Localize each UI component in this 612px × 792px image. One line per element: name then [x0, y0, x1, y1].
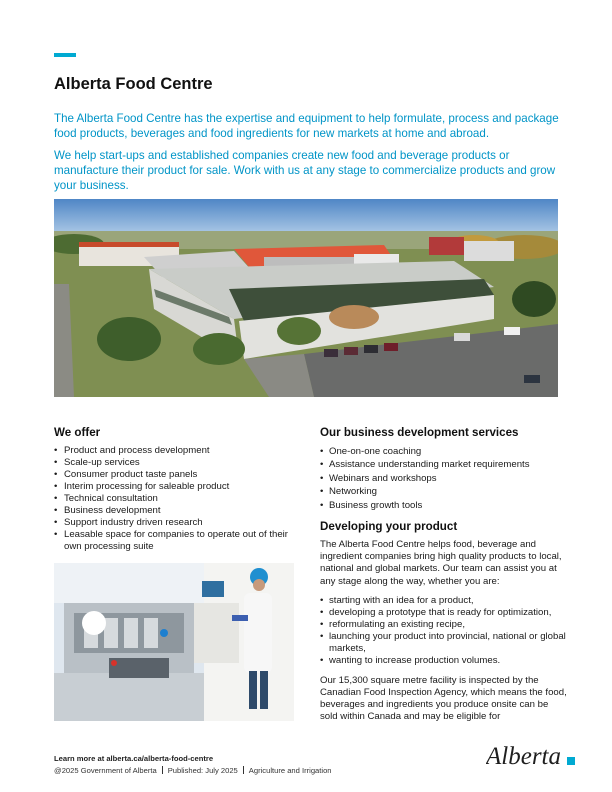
- footer-separator: [243, 766, 244, 774]
- list-item: • One-on-one coaching: [320, 445, 568, 458]
- list-item: • Consumer product taste panels: [54, 469, 304, 481]
- right-column: [320, 426, 568, 731]
- facility-paragraph: Our 15,300 square metre facility is inspected by the Canadian Food Inspection Agency, which means the food, beverages and ingredients you produce onsite can be sold within Canada and may be eligible for: [320, 674, 567, 723]
- learn-more-link[interactable]: Learn more at alberta.ca/alberta-food-centre: [54, 754, 214, 763]
- we-offer-heading: We offer: [54, 426, 101, 439]
- we-offer-list: [54, 445, 304, 553]
- page-title: Alberta Food Centre: [54, 75, 213, 93]
- list-item: • Leasable space for companies to operate out of their own processing suite: [54, 529, 304, 553]
- list-item: • Scale-up services: [54, 457, 304, 469]
- footer-separator: [162, 766, 163, 774]
- accent-bar: [54, 53, 76, 57]
- developing-heading: Developing your product: [320, 520, 458, 534]
- list-item: • developing a prototype that is ready for optimization,: [320, 607, 568, 619]
- intro-paragraph-2: We help start-ups and established companies create new food and beverage products or manufacture their product for sale. Work with us at any stage to commercialize products and grow your business.: [54, 149, 556, 192]
- list-item: • launching your product into provincial, national or global markets,: [320, 631, 568, 655]
- list-item: • Support industry driven research: [54, 517, 304, 529]
- developing-intro: The Alberta Food Centre helps food, beverage and ingredient companies bring high quality products to local, national and global markets. Our team can assist you at any stage along the way, whether you are:: [320, 539, 562, 587]
- intro-paragraph-1: The Alberta Food Centre has the expertise and equipment to help formulate, process and package food products, beverages and food ingredients for new markets at home and abroad.: [54, 112, 559, 140]
- footer-meta: [54, 766, 332, 775]
- published-date: Published: July 2025: [167, 766, 238, 775]
- lab-equipment-photo: [54, 563, 294, 721]
- list-item: • Business development: [54, 505, 304, 517]
- developing-list: [320, 595, 568, 667]
- list-item: • Interim processing for saleable product: [54, 481, 304, 493]
- copyright-text: @2025 Government of Alberta: [54, 766, 157, 775]
- list-item: • Assistance understanding market requirements: [320, 458, 568, 471]
- services-heading: Our business development services: [320, 426, 519, 439]
- list-item: • Networking: [320, 485, 568, 498]
- list-item: • reformulating an existing recipe,: [320, 619, 568, 631]
- we-offer-section: [54, 426, 304, 553]
- list-item: • Technical consultation: [54, 493, 304, 505]
- facility-aerial-photo: [54, 199, 558, 397]
- list-item: • wanting to increase production volumes.: [320, 655, 568, 667]
- department-name: Agriculture and Irrigation: [248, 766, 332, 775]
- list-item: • starting with an idea for a product,: [320, 595, 568, 607]
- logo-wordmark: Alberta: [486, 743, 561, 770]
- services-list: [320, 445, 568, 512]
- list-item: • Webinars and workshops: [320, 472, 568, 485]
- list-item: • Product and process development: [54, 445, 304, 457]
- logo-square: [567, 757, 575, 765]
- list-item: • Business growth tools: [320, 499, 568, 512]
- alberta-logo: [486, 736, 578, 772]
